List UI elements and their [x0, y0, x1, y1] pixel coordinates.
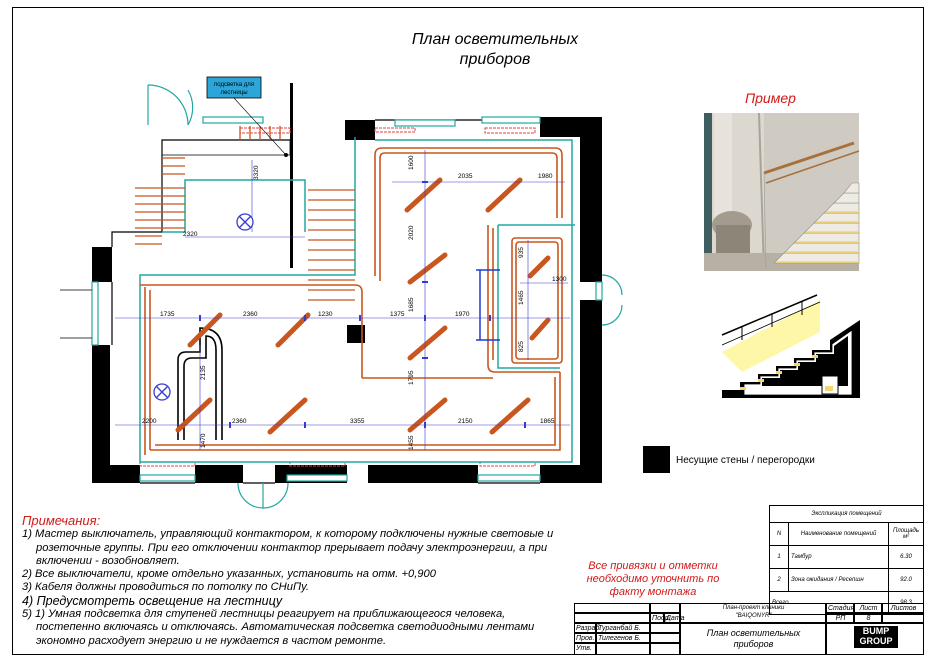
expl-row1-name: Тамбур: [789, 546, 889, 569]
stamp-project: [680, 603, 826, 623]
stamp-prov-name: Тилегенов Б.: [596, 633, 650, 643]
dim-1865: 1865: [540, 418, 555, 425]
expl-row2-area: 92.0: [889, 569, 924, 592]
title-line-1: План осветительных: [411, 31, 579, 48]
stamp-sheet-title-2: приборов: [733, 639, 774, 649]
leader-dot: [284, 153, 288, 157]
ceiling-light-reception: [154, 384, 170, 400]
label-leader: [234, 98, 286, 155]
stamp-list-label: Лист: [854, 603, 882, 613]
dim-2150: 2150: [458, 418, 473, 425]
site-verification-warning: [583, 560, 723, 599]
legend-text: Несущие стены / перегородки: [676, 455, 815, 466]
note-2: 2) Все выключатели, кроме отдельно указанных, установить на отм. +0,900: [22, 568, 436, 581]
dim-1300: 1300: [552, 276, 567, 283]
example-photo: [704, 113, 859, 271]
notes: [22, 514, 582, 648]
ceiling-light-stair: [237, 214, 253, 230]
dim-1685: 1685: [408, 297, 415, 312]
stamp-sheet-title-1: План осветительных: [706, 628, 801, 638]
stamp-utv-label: Утв.: [574, 643, 596, 655]
dim-2360-bottom: 2360: [232, 418, 247, 425]
stamp-project-name: План-проект клиники: [722, 605, 785, 611]
title-line-2: приборов: [459, 51, 531, 68]
table-row: [770, 569, 924, 592]
dim-1465: 1465: [518, 290, 525, 305]
dim-1455: 1455: [408, 435, 415, 450]
stamp-stadia-value: РП: [826, 613, 854, 623]
note-1b: розеточные группы. При его отключении контактор прерывает подачу электроэнергии, а при: [36, 541, 548, 554]
note-5b: постепенно включаясь и отключаясь. Автоматическая подсветка светодиодными лентами: [36, 621, 535, 634]
notes-heading: Примечания:: [22, 513, 101, 528]
stamp-razrab-name: Турганбай Б.: [596, 623, 650, 633]
brand-line-1: BUMP: [862, 626, 890, 636]
stair-light-label-2: лестницы: [220, 90, 248, 96]
dim-1470: 1470: [200, 433, 207, 448]
stamp-client: "BAIQONYR": [735, 613, 772, 619]
dim-2200: 2200: [142, 418, 157, 425]
expl-col-area: Площадь м²: [889, 523, 924, 546]
note-1c: включении - возобновляет.: [36, 554, 180, 567]
expl-col-n: N: [770, 523, 789, 546]
stair-lighting-detail: [722, 290, 860, 398]
room-explication-table: [769, 505, 924, 615]
note-1a: 1) Мастер выключатель, управляющий контактором, к которому подключены нужные световые и: [22, 528, 554, 541]
entrance: [60, 290, 92, 338]
expl-row1-area: 6.30: [889, 546, 924, 569]
dim-3320: 3320: [253, 165, 260, 180]
dim-1375: 1375: [390, 311, 405, 318]
dim-1600: 1600: [408, 155, 415, 170]
expl-total-label: Всего: [770, 592, 889, 615]
dim-825: 825: [518, 341, 525, 352]
sill-marks: [140, 128, 535, 466]
stair-rail: [162, 140, 290, 155]
note-5a: 5) 1) Умная подсветка для ступеней лестницы реагирует на приближающегося человека,: [22, 608, 506, 621]
expl-row2-n: 2: [770, 569, 789, 592]
expl-row2-name: Зона ожидания / Ресепшн: [789, 569, 889, 592]
dim-2135: 2135: [200, 365, 207, 380]
dim-2020: 2020: [408, 225, 415, 240]
legend-swatch: [643, 446, 670, 473]
note-4: 4) Предусмотреть освещение на лестницу: [22, 593, 283, 608]
note-3: 3) Кабеля должны проводиться по потолку по СНиПу.: [22, 581, 310, 594]
warning-line-3: факту монтажа: [609, 586, 697, 598]
dim-1970: 1970: [455, 311, 470, 318]
expl-title: Экспликация помещений: [770, 506, 924, 523]
note-5c: экономно расходует энергию и не нуждается в частом ремонте.: [36, 634, 387, 647]
brand-line-2: GROUP: [859, 636, 893, 646]
dim-1230: 1230: [318, 311, 333, 318]
dim-1795: 1795: [408, 370, 415, 385]
legend: [643, 446, 843, 476]
table-row: [770, 546, 924, 569]
dim-2360-top: 2360: [243, 311, 258, 318]
warning-line-1: Все привязки и отметки: [588, 560, 718, 572]
stamp-list-value: 8: [854, 613, 882, 623]
stamp-razrab-label: Разраб.: [576, 625, 602, 632]
warning-line-2: необходимо уточнить по: [586, 573, 720, 585]
stamp-podp: Подп.: [652, 615, 671, 622]
expl-col-name: Наименование помещений: [789, 523, 889, 546]
dim-2035: 2035: [458, 173, 473, 180]
dim-1735: 1735: [160, 311, 175, 318]
example-label: Пример: [745, 90, 796, 106]
expl-row1-n: 1: [770, 546, 789, 569]
dim-1980: 1980: [538, 173, 553, 180]
dim-935: 935: [518, 247, 525, 258]
dim-2320: 2320: [183, 231, 198, 238]
stamp-stadia-label: Стадия: [828, 605, 855, 612]
stamp-prov-label: Пров.: [576, 635, 595, 642]
stamp-sheet-title: [680, 623, 826, 655]
stamp-listov-label: Листов: [882, 603, 924, 613]
dim-3355: 3355: [350, 418, 365, 425]
stair-steps: [135, 126, 355, 300]
brand-logo: [854, 626, 898, 648]
stair-light-label-1: подсветка для: [214, 82, 254, 88]
expl-total-value: 98.3: [889, 592, 924, 615]
stamp-data: Дата: [666, 615, 685, 622]
